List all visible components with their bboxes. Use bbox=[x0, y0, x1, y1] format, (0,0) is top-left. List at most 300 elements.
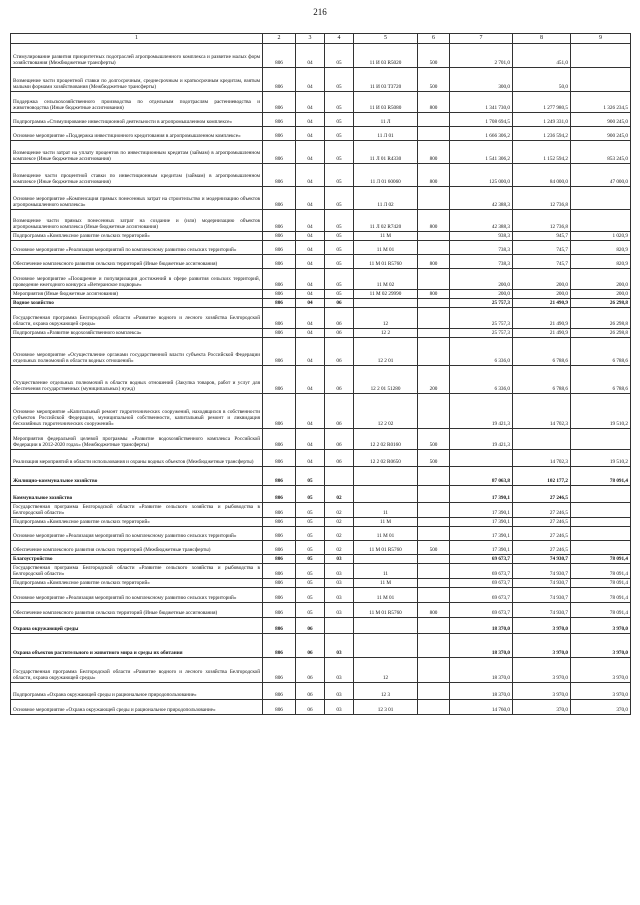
amount-year-1-cell: 17 390,1 bbox=[450, 503, 513, 518]
section-code-cell: 05 bbox=[296, 541, 325, 555]
target-article-cell: 11 М 01 bbox=[354, 527, 418, 541]
amount-year-3-cell: 78 091,4 bbox=[571, 579, 631, 588]
subsection-code-cell: 06 bbox=[325, 308, 354, 329]
ministry-code-cell: 806 bbox=[263, 579, 296, 588]
amount-year-1-cell: 17 390,1 bbox=[450, 527, 513, 541]
amount-year-1-cell: 69 673,7 bbox=[450, 555, 513, 564]
amount-year-2-cell: 74 930,7 bbox=[513, 564, 571, 579]
subsection-code-cell: 05 bbox=[325, 255, 354, 269]
table-row bbox=[11, 113, 631, 127]
amount-year-1-cell: 738,3 bbox=[450, 241, 513, 255]
section-code-cell: 05 bbox=[296, 467, 325, 486]
table-row bbox=[11, 329, 631, 338]
ministry-code-cell: 806 bbox=[263, 450, 296, 467]
table-row bbox=[11, 700, 631, 715]
amount-year-1-cell: 25 757,3 bbox=[450, 329, 513, 338]
amount-year-2-cell: 74 930,7 bbox=[513, 579, 571, 588]
amount-year-2-cell: 6 788,6 bbox=[513, 338, 571, 366]
section-code-cell: 05 bbox=[296, 555, 325, 564]
section-code-cell: 05 bbox=[296, 588, 325, 603]
amount-year-2-cell: 6 788,6 bbox=[513, 366, 571, 394]
expense-type-cell: 800 bbox=[418, 141, 450, 164]
ministry-code-cell: 806 bbox=[263, 683, 296, 700]
amount-year-2-cell: 27 246,5 bbox=[513, 503, 571, 518]
target-article-cell: 11 Л 01 bbox=[354, 127, 418, 141]
amount-year-2-cell: 945,7 bbox=[513, 232, 571, 241]
subsection-code-cell: 03 bbox=[325, 634, 354, 658]
expense-type-cell bbox=[418, 618, 450, 634]
target-article-cell: 11 И 03 R5080 bbox=[354, 92, 418, 113]
amount-year-2-cell: 200,0 bbox=[513, 290, 571, 299]
ministry-code-cell: 806 bbox=[263, 429, 296, 450]
target-article-cell: 11 Л 02 bbox=[354, 187, 418, 210]
table-row bbox=[11, 588, 631, 603]
amount-year-2-cell: 1 152 594,2 bbox=[513, 141, 571, 164]
ministry-code-cell: 806 bbox=[263, 232, 296, 241]
ministry-code-cell: 806 bbox=[263, 299, 296, 308]
ministry-code-cell: 806 bbox=[263, 527, 296, 541]
target-article-cell bbox=[354, 299, 418, 308]
subsection-code-cell: 05 bbox=[325, 164, 354, 187]
section-code-cell: 04 bbox=[296, 394, 325, 429]
amount-year-1-cell: 938,3 bbox=[450, 232, 513, 241]
ministry-code-cell: 806 bbox=[263, 603, 296, 618]
subsection-code-cell: 06 bbox=[325, 299, 354, 308]
amount-year-1-cell: 42 388,3 bbox=[450, 187, 513, 210]
table-row bbox=[11, 269, 631, 290]
amount-year-3-cell: 19 510,2 bbox=[571, 394, 631, 429]
amount-year-2-cell: 21 490,9 bbox=[513, 329, 571, 338]
amount-year-2-cell bbox=[513, 429, 571, 450]
ministry-code-cell: 806 bbox=[263, 338, 296, 366]
subsection-code-cell: 05 bbox=[325, 92, 354, 113]
amount-year-2-cell: 27 246,5 bbox=[513, 527, 571, 541]
ministry-code-cell: 806 bbox=[263, 269, 296, 290]
section-code-cell: 04 bbox=[296, 44, 325, 68]
amount-year-2-cell: 50,0 bbox=[513, 68, 571, 92]
table-row bbox=[11, 127, 631, 141]
ministry-code-cell: 806 bbox=[263, 329, 296, 338]
row-name-cell: Возмещение части затрат на уплату процентов по инвестиционным кредитам (займам) в агропромышленном комплексе (Иные бюджетные ассигнования) bbox=[11, 141, 263, 164]
row-name-cell: Основное мероприятие «Осуществление органами государственной власти субъекта Российской Федерации отдельных полномочий в области водных отношений» bbox=[11, 338, 263, 366]
amount-year-1-cell: 1 541 306,2 bbox=[450, 141, 513, 164]
table-row bbox=[11, 541, 631, 555]
subsection-code-cell: 03 bbox=[325, 700, 354, 715]
expense-type-cell bbox=[418, 308, 450, 329]
amount-year-2-cell: 1 277 980,5 bbox=[513, 92, 571, 113]
ministry-code-cell: 806 bbox=[263, 564, 296, 579]
amount-year-3-cell: 26 298,8 bbox=[571, 299, 631, 308]
subsection-code-cell: 05 bbox=[325, 232, 354, 241]
subsection-code-cell: 02 bbox=[325, 527, 354, 541]
amount-year-3-cell: 200,0 bbox=[571, 269, 631, 290]
amount-year-2-cell: 745,7 bbox=[513, 255, 571, 269]
ministry-code-cell: 806 bbox=[263, 255, 296, 269]
amount-year-2-cell: 1 236 594,2 bbox=[513, 127, 571, 141]
section-code-cell: 06 bbox=[296, 618, 325, 634]
amount-year-1-cell: 25 757,3 bbox=[450, 299, 513, 308]
expense-type-cell: 500 bbox=[418, 68, 450, 92]
ministry-code-cell: 806 bbox=[263, 555, 296, 564]
table-row bbox=[11, 450, 631, 467]
target-article-cell: 11 М 02 bbox=[354, 269, 418, 290]
target-article-cell: 11 Л 02 R7420 bbox=[354, 210, 418, 232]
amount-year-2-cell: 14 702,3 bbox=[513, 394, 571, 429]
header-cell: 3 bbox=[296, 34, 325, 44]
ministry-code-cell: 806 bbox=[263, 588, 296, 603]
amount-year-3-cell: 47 000,0 bbox=[571, 164, 631, 187]
ministry-code-cell: 806 bbox=[263, 44, 296, 68]
section-code-cell: 06 bbox=[296, 634, 325, 658]
amount-year-1-cell: 69 673,7 bbox=[450, 588, 513, 603]
amount-year-1-cell: 42 388,3 bbox=[450, 210, 513, 232]
amount-year-2-cell: 74 930,7 bbox=[513, 603, 571, 618]
amount-year-3-cell: 78 091,4 bbox=[571, 564, 631, 579]
target-article-cell: 11 М 01 bbox=[354, 588, 418, 603]
row-name-cell: Государственная программа Белгородской области «Развитие сельского хозяйства и рыбоводства в Белгородской области» bbox=[11, 503, 263, 518]
section-code-cell: 04 bbox=[296, 366, 325, 394]
row-name-cell: Мероприятия (Иные бюджетные ассигнования) bbox=[11, 290, 263, 299]
ministry-code-cell: 806 bbox=[263, 541, 296, 555]
table-row bbox=[11, 467, 631, 486]
table-row bbox=[11, 241, 631, 255]
subsection-code-cell: 05 bbox=[325, 290, 354, 299]
amount-year-2-cell: 74 930,7 bbox=[513, 588, 571, 603]
target-article-cell: 12 bbox=[354, 658, 418, 683]
expense-type-cell bbox=[418, 338, 450, 366]
amount-year-3-cell bbox=[571, 429, 631, 450]
header-cell: 8 bbox=[513, 34, 571, 44]
target-article-cell: 11 М bbox=[354, 579, 418, 588]
table-row bbox=[11, 308, 631, 329]
expense-type-cell: 500 bbox=[418, 429, 450, 450]
target-article-cell: 12 3 bbox=[354, 683, 418, 700]
expense-type-cell bbox=[418, 269, 450, 290]
header-cell: 2 bbox=[263, 34, 296, 44]
ministry-code-cell: 806 bbox=[263, 634, 296, 658]
row-name-cell: Основное мероприятие «Поддержка инвестиционного кредитования в агропромышленном комплексе» bbox=[11, 127, 263, 141]
amount-year-1-cell: 18 370,0 bbox=[450, 634, 513, 658]
ministry-code-cell: 806 bbox=[263, 141, 296, 164]
row-name-cell: Подпрограмма «Развитие водохозяйственного комплекса» bbox=[11, 329, 263, 338]
section-code-cell: 05 bbox=[296, 503, 325, 518]
subsection-code-cell: 06 bbox=[325, 329, 354, 338]
expense-type-cell bbox=[418, 503, 450, 518]
header-cell: 9 bbox=[571, 34, 631, 44]
table-row bbox=[11, 579, 631, 588]
row-name-cell: Коммунальное хозяйство bbox=[11, 486, 263, 503]
amount-year-1-cell: 17 390,1 bbox=[450, 486, 513, 503]
subsection-code-cell: 05 bbox=[325, 141, 354, 164]
table-row bbox=[11, 527, 631, 541]
amount-year-2-cell: 3 970,0 bbox=[513, 618, 571, 634]
page-number: 216 bbox=[313, 7, 327, 17]
target-article-cell: 12 2 01 51280 bbox=[354, 366, 418, 394]
amount-year-3-cell: 3 970,0 bbox=[571, 683, 631, 700]
amount-year-2-cell: 102 177,2 bbox=[513, 467, 571, 486]
section-code-cell: 04 bbox=[296, 210, 325, 232]
amount-year-2-cell: 745,7 bbox=[513, 241, 571, 255]
expense-type-cell bbox=[418, 299, 450, 308]
row-name-cell: Поддержка сельскохозяйственного производства по отдельным подотраслям растениеводства и животноводства (Иные бюджетные ассигнования) bbox=[11, 92, 263, 113]
amount-year-3-cell: 1 020,9 bbox=[571, 232, 631, 241]
target-article-cell: 11 М 01 bbox=[354, 241, 418, 255]
table-row bbox=[11, 299, 631, 308]
target-article-cell: 11 М 01 R5760 bbox=[354, 255, 418, 269]
expense-type-cell: 500 bbox=[418, 541, 450, 555]
target-article-cell: 11 bbox=[354, 564, 418, 579]
ministry-code-cell: 806 bbox=[263, 658, 296, 683]
target-article-cell bbox=[354, 618, 418, 634]
section-code-cell: 05 bbox=[296, 564, 325, 579]
row-name-cell: Подпрограмма «Комплексное развитие сельских территорий» bbox=[11, 518, 263, 527]
subsection-code-cell: 03 bbox=[325, 603, 354, 618]
section-code-cell: 04 bbox=[296, 187, 325, 210]
section-code-cell: 04 bbox=[296, 113, 325, 127]
row-name-cell: Стимулирование развития приоритетных подотраслей агропромышленного комплекса и развитие малых форм хозяйствования (Межбюджетные трансферты) bbox=[11, 44, 263, 68]
amount-year-1-cell: 87 063,8 bbox=[450, 467, 513, 486]
subsection-code-cell: 05 bbox=[325, 113, 354, 127]
table-row bbox=[11, 555, 631, 564]
row-name-cell: Основное мероприятие «Компенсация прямых понесенных затрат на строительство и модернизацию объектов агропромышленного комплекса» bbox=[11, 187, 263, 210]
row-name-cell: Основное мероприятие «Реализация мероприятий по комплексному развитию сельских территорий» bbox=[11, 527, 263, 541]
amount-year-2-cell: 1 249 331,0 bbox=[513, 113, 571, 127]
row-name-cell: Обеспечение комплексного развития сельских территорий (Межбюджетные трансферты) bbox=[11, 541, 263, 555]
expense-type-cell bbox=[418, 241, 450, 255]
section-code-cell: 04 bbox=[296, 329, 325, 338]
ministry-code-cell: 806 bbox=[263, 518, 296, 527]
expense-type-cell: 500 bbox=[418, 44, 450, 68]
ministry-code-cell: 806 bbox=[263, 187, 296, 210]
row-name-cell: Возмещение части процентной ставки по инвестиционным кредитам (займам) в агропромышленном комплексе (Иные бюджетные ассигнования) bbox=[11, 164, 263, 187]
expense-type-cell bbox=[418, 683, 450, 700]
table-row bbox=[11, 394, 631, 429]
table-row bbox=[11, 429, 631, 450]
amount-year-3-cell bbox=[571, 503, 631, 518]
expense-type-cell: 800 bbox=[418, 92, 450, 113]
amount-year-3-cell: 19 510,2 bbox=[571, 450, 631, 467]
table-row bbox=[11, 486, 631, 503]
amount-year-1-cell: 125 000,0 bbox=[450, 164, 513, 187]
table-row bbox=[11, 232, 631, 241]
amount-year-3-cell bbox=[571, 541, 631, 555]
subsection-code-cell: 03 bbox=[325, 555, 354, 564]
expense-type-cell bbox=[418, 127, 450, 141]
amount-year-1-cell: 17 390,1 bbox=[450, 541, 513, 555]
ministry-code-cell: 806 bbox=[263, 210, 296, 232]
amount-year-1-cell: 18 370,0 bbox=[450, 658, 513, 683]
target-article-cell bbox=[354, 486, 418, 503]
expense-type-cell bbox=[418, 700, 450, 715]
amount-year-1-cell: 69 673,7 bbox=[450, 579, 513, 588]
section-code-cell: 05 bbox=[296, 603, 325, 618]
header-cell: 7 bbox=[450, 34, 513, 44]
section-code-cell: 04 bbox=[296, 308, 325, 329]
row-name-cell: Возмещение части прямых понесенных затрат на создание и (или) модернизацию объектов агропромышленного комплекса (Иные бюджетные ассигнования) bbox=[11, 210, 263, 232]
amount-year-3-cell: 200,0 bbox=[571, 290, 631, 299]
row-name-cell: Подпрограмма «Охрана окружающей среды и рациональное природопользование» bbox=[11, 683, 263, 700]
section-code-cell: 04 bbox=[296, 299, 325, 308]
section-code-cell: 06 bbox=[296, 700, 325, 715]
table-row bbox=[11, 210, 631, 232]
amount-year-3-cell bbox=[571, 210, 631, 232]
expense-type-cell bbox=[418, 187, 450, 210]
section-code-cell: 06 bbox=[296, 683, 325, 700]
row-name-cell: Охрана окружающей среды bbox=[11, 618, 263, 634]
header-row bbox=[11, 34, 631, 44]
amount-year-2-cell: 27 246,5 bbox=[513, 541, 571, 555]
amount-year-3-cell bbox=[571, 44, 631, 68]
expense-type-cell bbox=[418, 329, 450, 338]
budget-table bbox=[10, 33, 631, 715]
amount-year-1-cell: 200,0 bbox=[450, 269, 513, 290]
amount-year-2-cell: 21 490,9 bbox=[513, 299, 571, 308]
amount-year-3-cell bbox=[571, 518, 631, 527]
table-row bbox=[11, 44, 631, 68]
subsection-code-cell: 05 bbox=[325, 68, 354, 92]
ministry-code-cell: 806 bbox=[263, 113, 296, 127]
target-article-cell: 11 М 01 R5760 bbox=[354, 603, 418, 618]
table-body bbox=[11, 44, 631, 715]
row-name-cell: Благоустройство bbox=[11, 555, 263, 564]
row-name-cell: Основное мероприятие «Реализация мероприятий по комплексному развитию сельских территорий» bbox=[11, 241, 263, 255]
table-row bbox=[11, 366, 631, 394]
subsection-code-cell: 05 bbox=[325, 127, 354, 141]
amount-year-1-cell bbox=[450, 450, 513, 467]
section-code-cell: 04 bbox=[296, 429, 325, 450]
subsection-code-cell: 03 bbox=[325, 683, 354, 700]
header-cell: 6 bbox=[418, 34, 450, 44]
amount-year-2-cell: 451,0 bbox=[513, 44, 571, 68]
amount-year-1-cell: 1 341 730,0 bbox=[450, 92, 513, 113]
amount-year-1-cell: 19 421,3 bbox=[450, 429, 513, 450]
amount-year-1-cell: 25 757,3 bbox=[450, 308, 513, 329]
amount-year-3-cell: 900 245,0 bbox=[571, 127, 631, 141]
row-name-cell: Жилищно-коммунальное хозяйство bbox=[11, 467, 263, 486]
ministry-code-cell: 806 bbox=[263, 127, 296, 141]
row-name-cell: Государственная программа Белгородской области «Развитие водного и лесного хозяйства Белгородской области, охрана окружающей среды» bbox=[11, 658, 263, 683]
table-row bbox=[11, 92, 631, 113]
amount-year-1-cell: 6 336,0 bbox=[450, 338, 513, 366]
subsection-code-cell: 03 bbox=[325, 658, 354, 683]
section-code-cell: 04 bbox=[296, 127, 325, 141]
subsection-code-cell: 02 bbox=[325, 518, 354, 527]
expense-type-cell bbox=[418, 486, 450, 503]
table-row bbox=[11, 518, 631, 527]
amount-year-3-cell: 6 788,6 bbox=[571, 338, 631, 366]
amount-year-3-cell bbox=[571, 486, 631, 503]
amount-year-3-cell: 900 245,0 bbox=[571, 113, 631, 127]
section-code-cell: 04 bbox=[296, 164, 325, 187]
table-row bbox=[11, 68, 631, 92]
table-row bbox=[11, 338, 631, 366]
table-row bbox=[11, 503, 631, 518]
ministry-code-cell: 806 bbox=[263, 618, 296, 634]
amount-year-2-cell: 12 736,8 bbox=[513, 187, 571, 210]
section-code-cell: 04 bbox=[296, 92, 325, 113]
ministry-code-cell: 806 bbox=[263, 700, 296, 715]
target-article-cell: 11 М 02 29990 bbox=[354, 290, 418, 299]
header-cell: 1 bbox=[11, 34, 263, 44]
row-name-cell: Мероприятия федеральной целевой программы «Развитие водохозяйственного комплекса Российской Федерации в 2012-2020 годах» (Межбюджетные трансферты) bbox=[11, 429, 263, 450]
subsection-code-cell: 06 bbox=[325, 429, 354, 450]
ministry-code-cell: 806 bbox=[263, 290, 296, 299]
expense-type-cell: 800 bbox=[418, 210, 450, 232]
amount-year-2-cell: 12 736,8 bbox=[513, 210, 571, 232]
ministry-code-cell: 806 bbox=[263, 241, 296, 255]
section-code-cell: 04 bbox=[296, 141, 325, 164]
table-row bbox=[11, 603, 631, 618]
row-name-cell: Основное мероприятие «Охрана окружающей среды и рациональное природопользование» bbox=[11, 700, 263, 715]
subsection-code-cell: 03 bbox=[325, 579, 354, 588]
section-code-cell: 06 bbox=[296, 658, 325, 683]
amount-year-3-cell: 6 788,6 bbox=[571, 366, 631, 394]
amount-year-3-cell: 26 298,8 bbox=[571, 329, 631, 338]
table-row bbox=[11, 634, 631, 658]
expense-type-cell bbox=[418, 555, 450, 564]
row-name-cell: Подпрограмма «Комплексное развитие сельских территорий» bbox=[11, 579, 263, 588]
target-article-cell: 12 2 02 R0160 bbox=[354, 429, 418, 450]
section-code-cell: 04 bbox=[296, 450, 325, 467]
amount-year-1-cell: 738,3 bbox=[450, 255, 513, 269]
amount-year-1-cell: 300,0 bbox=[450, 68, 513, 92]
amount-year-3-cell: 3 970,0 bbox=[571, 658, 631, 683]
section-code-cell: 05 bbox=[296, 486, 325, 503]
section-code-cell: 04 bbox=[296, 338, 325, 366]
expense-type-cell bbox=[418, 518, 450, 527]
table-row bbox=[11, 683, 631, 700]
expense-type-cell bbox=[418, 634, 450, 658]
section-code-cell: 05 bbox=[296, 579, 325, 588]
section-code-cell: 04 bbox=[296, 68, 325, 92]
target-article-cell: 11 И 03 R5020 bbox=[354, 44, 418, 68]
section-code-cell: 04 bbox=[296, 241, 325, 255]
amount-year-2-cell: 3 970,0 bbox=[513, 683, 571, 700]
expense-type-cell bbox=[418, 232, 450, 241]
amount-year-3-cell: 370,0 bbox=[571, 700, 631, 715]
amount-year-1-cell: 14 760,0 bbox=[450, 700, 513, 715]
amount-year-1-cell: 18 370,0 bbox=[450, 683, 513, 700]
amount-year-3-cell: 1 326 234,5 bbox=[571, 92, 631, 113]
target-article-cell: 12 3 01 bbox=[354, 700, 418, 715]
row-name-cell: Реализация мероприятий в области использования и охраны водных объектов (Межбюджетные трансферты) bbox=[11, 450, 263, 467]
target-article-cell: 11 М bbox=[354, 518, 418, 527]
section-code-cell: 04 bbox=[296, 290, 325, 299]
ministry-code-cell: 806 bbox=[263, 394, 296, 429]
section-code-cell: 05 bbox=[296, 527, 325, 541]
expense-type-cell bbox=[418, 564, 450, 579]
target-article-cell: 12 bbox=[354, 308, 418, 329]
subsection-code-cell bbox=[325, 618, 354, 634]
expense-type-cell bbox=[418, 658, 450, 683]
table-row bbox=[11, 255, 631, 269]
table-row bbox=[11, 564, 631, 579]
amount-year-3-cell: 26 298,8 bbox=[571, 308, 631, 329]
ministry-code-cell: 806 bbox=[263, 366, 296, 394]
target-article-cell bbox=[354, 467, 418, 486]
target-article-cell: 11 bbox=[354, 503, 418, 518]
ministry-code-cell: 806 bbox=[263, 503, 296, 518]
ministry-code-cell: 806 bbox=[263, 467, 296, 486]
subsection-code-cell: 02 bbox=[325, 503, 354, 518]
amount-year-2-cell: 84 000,0 bbox=[513, 164, 571, 187]
row-name-cell: Основное мероприятие «Поощрение и популяризация достижений в сфере развития сельских территорий, проведение ежегодного конкурса «Ветеранское подворье» bbox=[11, 269, 263, 290]
expense-type-cell: 500 bbox=[418, 450, 450, 467]
amount-year-2-cell: 74 930,7 bbox=[513, 555, 571, 564]
subsection-code-cell: 02 bbox=[325, 541, 354, 555]
target-article-cell: 11 Л bbox=[354, 113, 418, 127]
row-name-cell: Государственная программа Белгородской области «Развитие водного и лесного хозяйства Белгородской области, охрана окружающей среды» bbox=[11, 308, 263, 329]
